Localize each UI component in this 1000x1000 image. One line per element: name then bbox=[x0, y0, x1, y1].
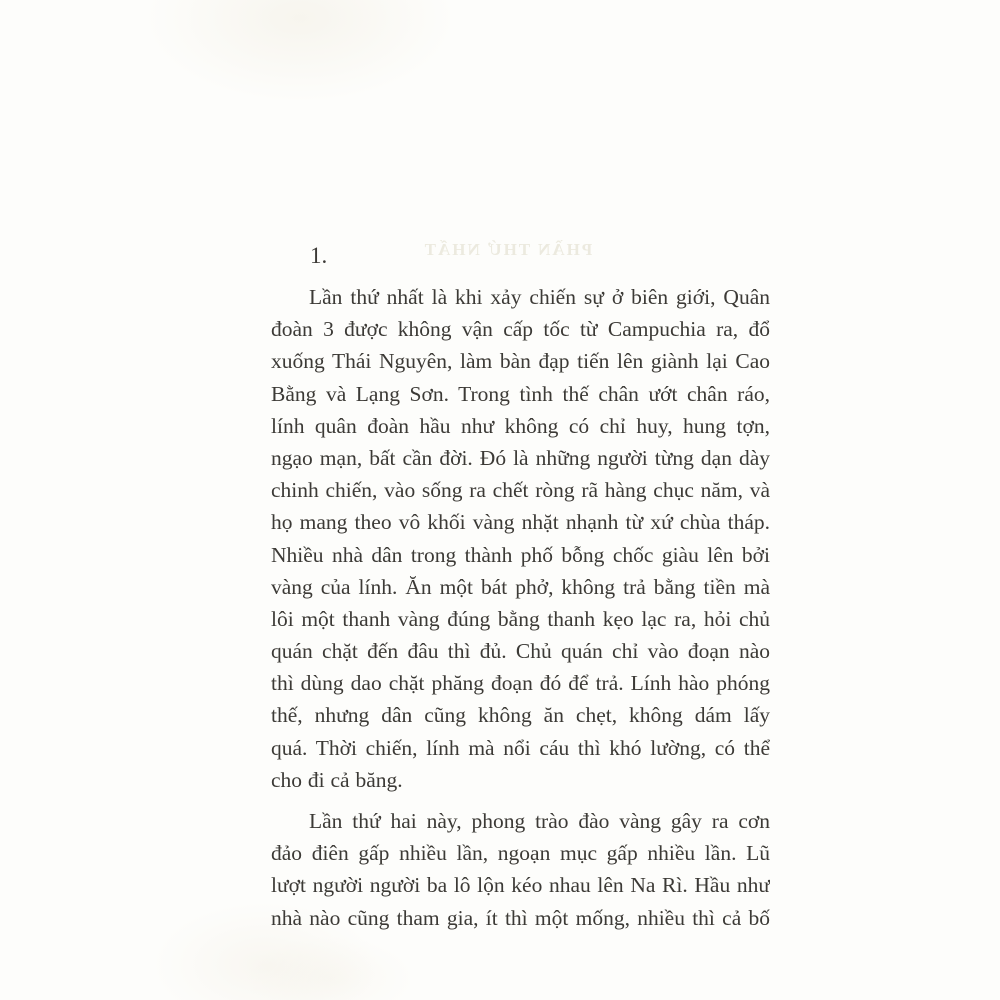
text-line: cho đi cả băng. bbox=[271, 767, 403, 792]
paragraph bbox=[271, 281, 770, 796]
text-line: đoàn 3 được không vận cấp tốc từ Campuchia ra, đổ bbox=[271, 317, 770, 342]
text-line: vàng của lính. Ăn một bát phở, không trả bằng tiền mà bbox=[271, 574, 770, 599]
text-line: quán chặt đến đâu thì đủ. Chủ quán chỉ vào đoạn nào bbox=[271, 639, 770, 664]
text-line: thế, nhưng dân cũng không ăn chẹt, không dám lấy bbox=[271, 703, 770, 728]
text-line: lôi một thanh vàng đúng bằng thanh kẹo lạc ra, hỏi chủ bbox=[271, 606, 770, 631]
text-line: Nhiều nhà dân trong thành phố bỗng chốc giàu lên bởi bbox=[271, 542, 770, 567]
text-line: Bằng và Lạng Sơn. Trong tình thế chân ướt chân ráo, bbox=[271, 381, 770, 406]
section-number: 1. bbox=[310, 243, 328, 268]
text-line: Lần thứ nhất là khi xảy chiến sự ở biên giới, Quân bbox=[309, 285, 770, 309]
text-line: họ mang theo vô khối vàng nhặt nhạnh từ xứ chùa tháp. bbox=[271, 510, 770, 535]
text-line: thì dùng dao chặt phăng đoạn đó để trả. Lính hào phóng bbox=[271, 671, 770, 696]
text-line: đảo điên gấp nhiều lần, ngoạn mục gấp nhiều lần. Lũ bbox=[271, 841, 770, 866]
text-line: ngạo mạn, bất cần đời. Đó là những người từng dạn dày bbox=[271, 445, 770, 470]
paragraph bbox=[271, 805, 770, 934]
text-line: nhà nào cũng tham gia, ít thì một mống, nhiều thì cả bố bbox=[271, 905, 770, 930]
text-line: Lần thứ hai này, phong trào đào vàng gây ra cơn bbox=[309, 809, 770, 833]
text-line: lượt người người ba lô lộn kéo nhau lên Na Rì. Hầu như bbox=[271, 873, 770, 898]
text-line: lính quân đoàn hầu như không có chỉ huy, hung tợn, bbox=[271, 413, 770, 438]
text-line: xuống Thái Nguyên, làm bàn đạp tiến lên giành lại Cao bbox=[271, 349, 770, 374]
ghost-bleed-through-text: PHẦN THỨ NHẤT bbox=[422, 240, 593, 259]
page-text bbox=[271, 281, 770, 934]
text-line: chinh chiến, vào sống ra chết ròng rã hàng chục năm, và bbox=[271, 478, 770, 503]
text-line: quá. Thời chiến, lính mà nổi cáu thì khó lường, có thể bbox=[271, 735, 770, 760]
